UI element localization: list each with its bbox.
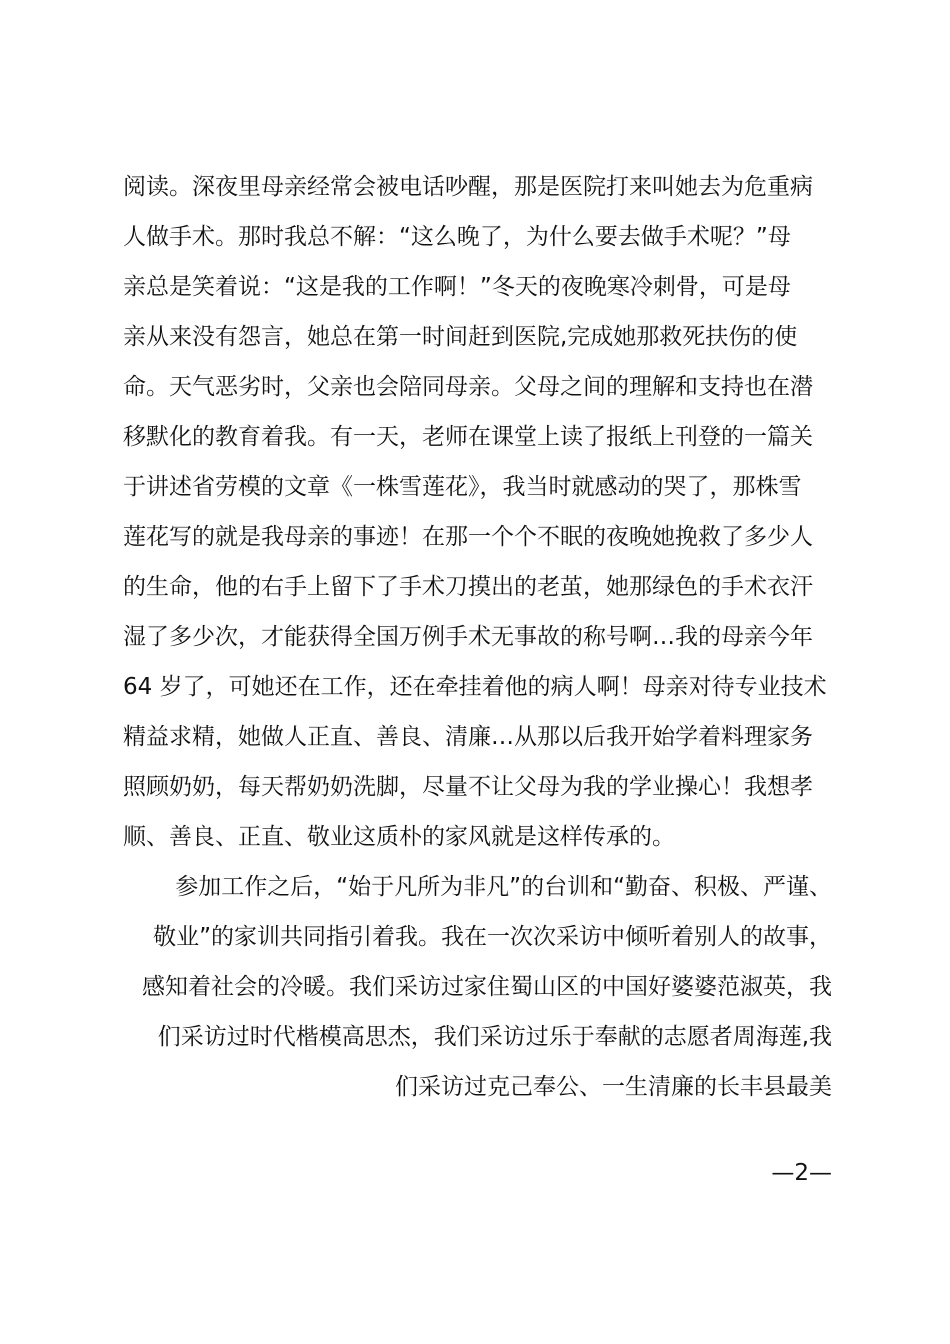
- text-line: 们采访过时代楷模高思杰，我们采访过乐于奉献的志愿者周海莲,我: [157, 1024, 832, 1050]
- text-line: 亲从来没有怨言，她总在第一时间赶到医院,完成她那救死扶伤的使: [123, 324, 798, 350]
- text-line: 移默化的教育着我。有一天，老师在课堂上读了报纸上刊登的一篇关: [123, 424, 813, 450]
- page-number: —2—: [771, 1160, 832, 1186]
- text-line: 命。天气恶劣时，父亲也会陪同母亲。父母之间的理解和支持也在潜: [123, 374, 813, 400]
- text-line: 顺、善良、正直、敬业这质朴的家风就是这样传承的。: [123, 824, 675, 850]
- text-line: 人做手术。那时我总不解：“这么晚了，为什么要去做手术呢？”母: [123, 224, 791, 250]
- text-line: 亲总是笑着说：“这是我的工作啊！”冬天的夜晚寒冷刺骨，可是母: [123, 274, 791, 300]
- text-line: 照顾奶奶，每天帮奶奶洗脚，尽量不让父母为我的学业操心！我想孝: [123, 774, 813, 800]
- text-line: 湿了多少次，才能获得全国万例手术无事故的称号啊…我的母亲今年: [123, 624, 813, 650]
- text-line: 感知着社会的冷暖。我们采访过家住蜀山区的中国好婆婆范淑英，我: [142, 974, 832, 1000]
- text-line: 敬业”的家训共同指引着我。我在一次次采访中倾听着别人的故事，: [153, 924, 832, 950]
- text-line: 的生命，他的右手上留下了手术刀摸出的老茧，她那绿色的手术衣汗: [123, 574, 813, 600]
- text-line: 阅读。深夜里母亲经常会被电话吵醒，那是医院打来叫她去为危重病: [123, 174, 813, 200]
- text-line: 们采访过克己奉公、一生清廉的长丰县最美: [395, 1074, 832, 1100]
- text-line: 64 岁了，可她还在工作，还在牵挂着他的病人啊！母亲对待专业技术: [123, 674, 827, 700]
- text-line: 莲花写的就是我母亲的事迹！在那一个个不眠的夜晚她挽救了多少人: [123, 524, 813, 550]
- text-line: 于讲述省劳模的文章《一株雪莲花》，我当时就感动的哭了，那株雪: [123, 474, 802, 500]
- text-line: 参加工作之后，“始于凡所为非凡”的台训和“勤奋、积极、严谨、: [175, 874, 832, 900]
- text-line: 精益求精，她做人正直、善良、清廉…从那以后我开始学着料理家务: [123, 724, 813, 750]
